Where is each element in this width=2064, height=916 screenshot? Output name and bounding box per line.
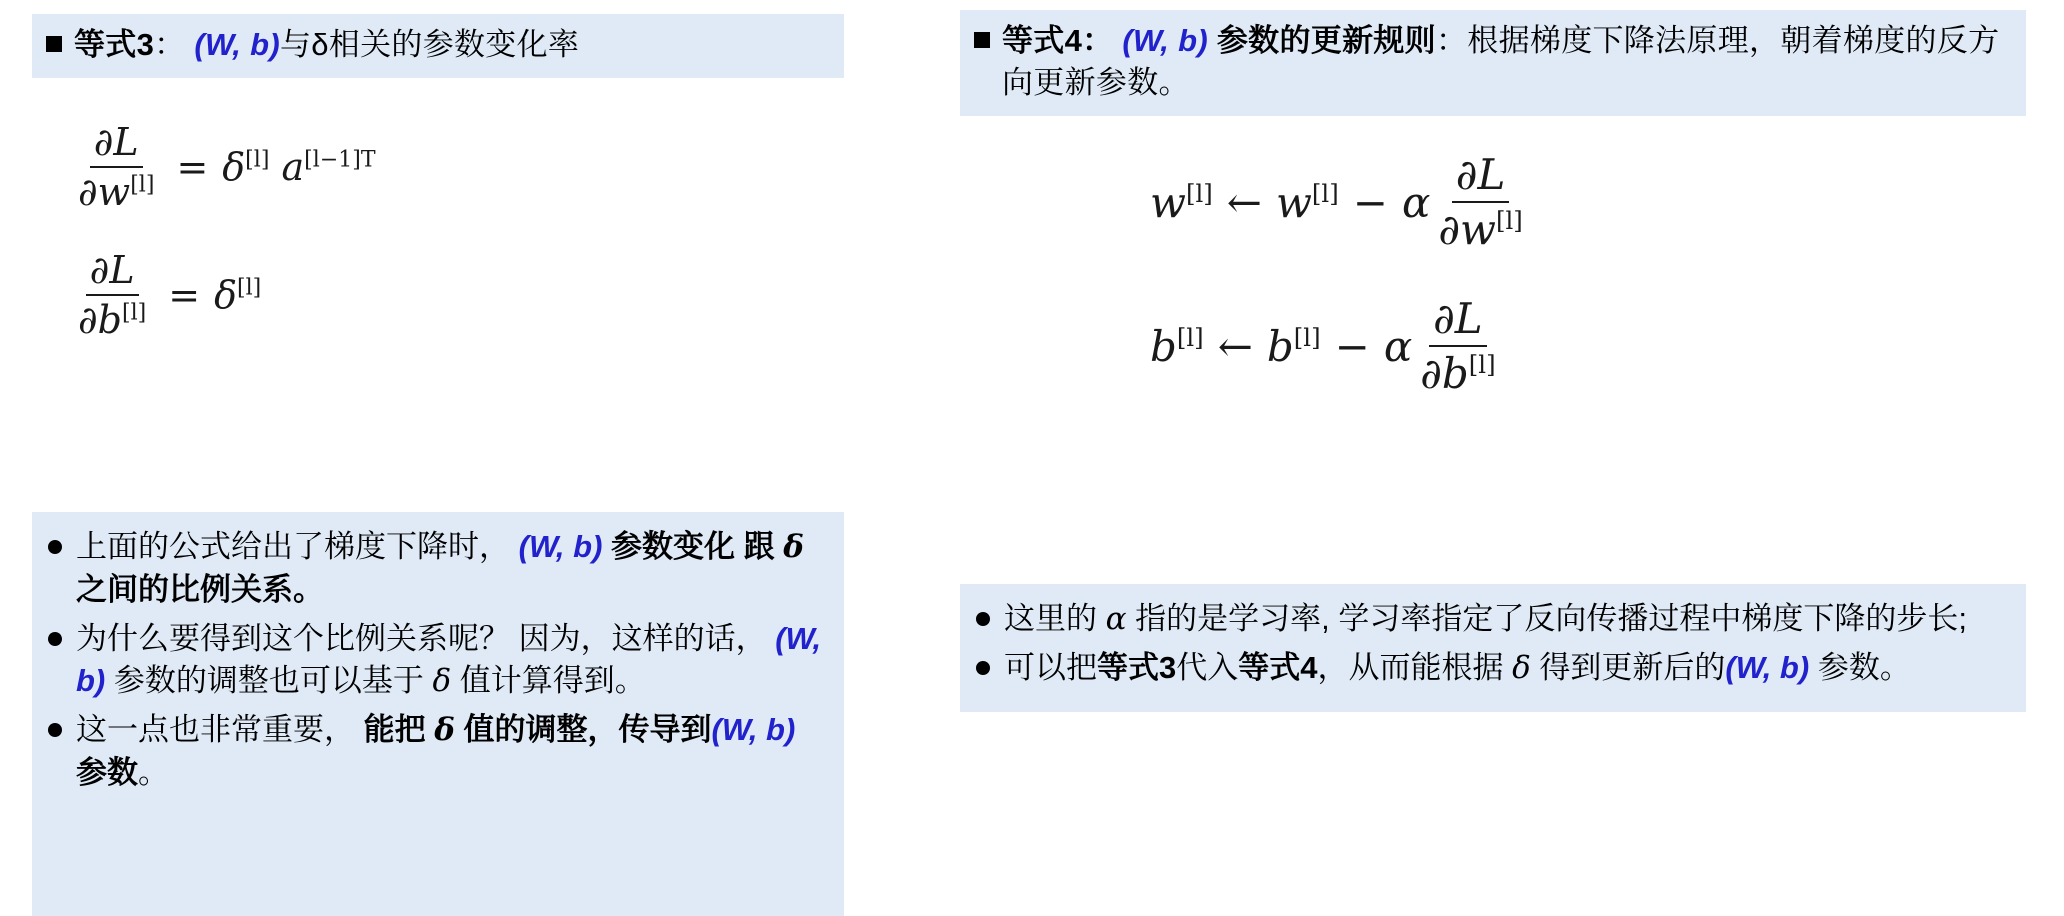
right-equation-group <box>1150 150 1531 438</box>
round-bullet-icon <box>48 632 62 646</box>
fraction-denominator: ∂b[l] <box>78 298 147 342</box>
right-column <box>960 0 2050 916</box>
square-bullet-icon <box>974 32 990 48</box>
fraction-numerator: ∂L <box>1452 150 1510 203</box>
update-rhs-first: w[l] <box>1275 177 1339 227</box>
update-rule-b <box>1150 294 1531 398</box>
list-item-text: 这一点也非常重要， 能把 δ 值的调整，传导到(W, b) 参数。 <box>76 712 796 790</box>
left-arrow-icon: ← <box>1226 177 1262 227</box>
equation3-colon: ： <box>154 27 186 62</box>
fraction-numerator: ∂L <box>86 248 139 296</box>
fraction-numerator: ∂L <box>90 120 143 168</box>
alpha-symbol: α <box>1383 321 1413 371</box>
fraction-denominator: ∂b[l] <box>1420 349 1496 398</box>
list-item-text: 为什么要得到这个比例关系呢？ 因为，这样的话， (W, b) 参数的调整也可以基于 δ 值计算得到。 <box>76 620 822 700</box>
equation3-banner <box>32 14 844 78</box>
update-rule-w <box>1150 150 1531 254</box>
equation4-title-prefix: 等式4： <box>1002 23 1114 58</box>
minus-sign: − <box>1352 177 1388 227</box>
equation4-banner <box>960 10 2026 116</box>
right-bullet-list <box>960 584 2026 712</box>
equation4-emphasis: (W, b) <box>1122 23 1208 58</box>
fraction-numerator: ∂L <box>1429 294 1487 347</box>
round-bullet-icon <box>48 723 62 737</box>
update-lhs: b[l] <box>1150 321 1204 371</box>
equation3-banner-text <box>74 24 579 66</box>
list-item <box>976 647 2010 690</box>
fraction-denominator: ∂w[l] <box>78 170 155 214</box>
equation-rhs: δ[l] $a^{[l-1]T}$ <box>222 145 376 189</box>
equation3-title-suffix: 与δ相关的参数变化率 <box>279 27 580 62</box>
left-equation-group <box>70 120 376 376</box>
equation4-colon: ： <box>1435 23 1468 58</box>
list-item <box>48 709 828 795</box>
round-bullet-icon <box>976 612 990 626</box>
equation-dL-dw <box>70 120 376 214</box>
left-column <box>18 0 858 916</box>
equals-sign: = <box>176 145 209 189</box>
equation4-banner-text <box>1002 20 2012 104</box>
equation-dL-db <box>70 248 376 342</box>
equation-rhs: δ[l] <box>214 273 262 317</box>
alpha-symbol: α <box>1401 177 1431 227</box>
list-item-text: 这里的 α 指的是学习率, 学习率指定了反向传播过程中梯度下降的步长; <box>1004 601 1968 637</box>
square-bullet-icon <box>46 36 62 52</box>
list-item <box>976 598 2010 641</box>
update-lhs: w[l] <box>1150 177 1213 227</box>
fraction-dL-dw <box>74 120 158 214</box>
left-bullet-list <box>32 512 844 916</box>
equals-sign: = <box>168 273 201 317</box>
equation3-emphasis: (W, b) <box>194 27 280 62</box>
left-arrow-icon: ← <box>1217 321 1253 371</box>
fraction-dL-db <box>74 248 150 342</box>
fraction-dL-db <box>1416 294 1499 398</box>
round-bullet-icon <box>976 661 990 675</box>
minus-sign: − <box>1334 321 1370 371</box>
list-item-text: 可以把等式3代入等式4，从而能根据 δ 得到更新后的(W, b) 参数。 <box>1004 649 1911 686</box>
round-bullet-icon <box>48 540 62 554</box>
equation4-title-mid: 参数的更新规则 <box>1216 23 1436 58</box>
fraction-dL-dw <box>1434 150 1526 254</box>
list-item-text: 上面的公式给出了梯度下降时， (W, b) 参数变化 跟 δ 之间的比例关系。 <box>76 529 804 607</box>
fraction-denominator: ∂w[l] <box>1438 205 1523 254</box>
equation4-banner-row <box>974 20 2012 104</box>
equation4-title-suffix: 根据梯度下降法原理，朝着梯度的反方向更新参数。 <box>1002 23 2000 100</box>
equation3-banner-row <box>46 24 830 66</box>
list-item <box>48 618 828 704</box>
equation3-title-prefix: 等式3 <box>74 27 155 62</box>
list-item <box>48 526 828 612</box>
update-rhs-first: b[l] <box>1266 321 1321 371</box>
